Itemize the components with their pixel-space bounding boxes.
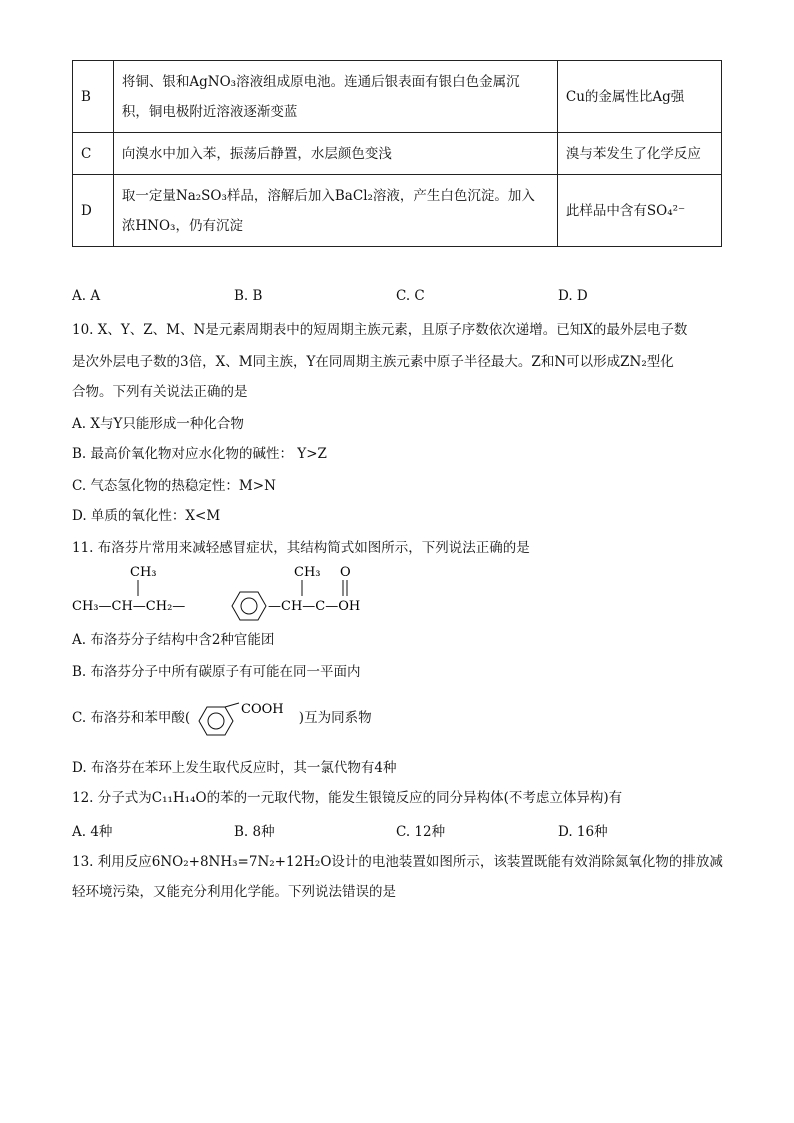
option-b: B. B — [234, 288, 263, 304]
q11-option-d: D. 布洛芬在苯环上发生取代反应时，其一氯代物有4种 — [72, 760, 397, 776]
experiment-table — [72, 60, 722, 247]
q10-option-d: D. 单质的氧化性：X<M — [72, 508, 221, 524]
q13-stem-2: 轻环境污染，又能充分利用化学能。下列说法错误的是 — [72, 884, 396, 900]
q11-stem: 11. 布洛芬片常用来减轻感冒症状，其结构简式如图所示，下列说法正确的是 — [72, 540, 530, 556]
option-c: C. 12种 — [396, 824, 446, 840]
row-conclusion: Cu的金属性比Ag强 — [557, 61, 721, 133]
carbonyl-o: O — [340, 565, 351, 580]
option-d: D. 16种 — [558, 824, 608, 840]
option-a: A. A — [72, 288, 101, 304]
q10-stem-2: 是次外层电子数的3倍，X、M同主族，Y在同周期主族元素中原子半径最大。Z和N可以形成ZN₂型化 — [72, 354, 674, 370]
chain-right: —CH—C—OH — [268, 599, 361, 614]
q11-option-c: C. 布洛芬和苯甲酸( COOH )互为同系物 — [72, 700, 732, 737]
table-row — [73, 133, 722, 175]
q13-stem-1: 13. 利用反应6NO₂+8NH₃=7N₂+12H₂O设计的电池装置如图所示，该装置既能有效消除氮氧化物的排放减 — [72, 854, 723, 870]
ibuprofen-structure — [72, 564, 412, 624]
q10-option-b: B. 最高价氧化物对应水化物的碱性： Y>Z — [72, 446, 327, 462]
q10-stem-1: 10. X、Y、Z、M、N是元素周期表中的短周期主族元素，且原子序数依次递增。已知X的最外层电子数 — [72, 322, 688, 338]
q10-option-a: A. X与Y只能形成一种化合物 — [72, 416, 244, 432]
ch3-label: CH₃ — [130, 565, 157, 580]
benzoic-acid-structure — [195, 701, 295, 737]
q9-options — [72, 288, 722, 304]
chain-left: CH₃—CH—CH₂— — [72, 599, 186, 614]
option-c: C. C — [396, 288, 425, 304]
ch3-label: CH₃ — [294, 565, 321, 580]
q11-option-b: B. 布洛芬分子中所有碳原子有可能在同一平面内 — [72, 664, 361, 680]
option-b: B. 8种 — [234, 824, 275, 840]
cooh-label: COOH — [240, 701, 284, 717]
table-row — [73, 61, 722, 133]
q12-stem: 12. 分子式为C₁₁H₁₄O的苯的一元取代物，能发生银镜反应的同分异构体(不考虑立体异构)有 — [72, 790, 623, 806]
row-operation: 取一定量Na₂SO₃样品，溶解后加入BaCl₂溶液，产生白色沉淀。加入 浓HNO₃，仍有沉淀 — [113, 175, 557, 247]
q10-stem-3: 合物。下列有关说法正确的是 — [72, 384, 248, 400]
row-key: C — [73, 133, 114, 175]
row-key: D — [73, 175, 114, 247]
table-row — [73, 175, 722, 247]
row-conclusion: 此样品中含有SO₄²⁻ — [557, 175, 721, 247]
option-d: D. D — [558, 288, 588, 304]
row-operation: 将铜、银和AgNO₃溶液组成原电池。连通后银表面有银白色金属沉 积，铜电极附近溶液逐渐变蓝 — [113, 61, 557, 133]
row-operation: 向溴水中加入苯，振荡后静置，水层颜色变浅 — [113, 133, 557, 175]
q11-option-a: A. 布洛芬分子结构中含2种官能团 — [72, 632, 275, 648]
row-conclusion: 溴与苯发生了化学反应 — [557, 133, 721, 175]
q10-option-c: C. 气态氢化物的热稳定性：M>N — [72, 478, 276, 494]
option-a: A. 4种 — [72, 824, 113, 840]
row-key: B — [73, 61, 114, 133]
q12-options — [72, 820, 722, 840]
